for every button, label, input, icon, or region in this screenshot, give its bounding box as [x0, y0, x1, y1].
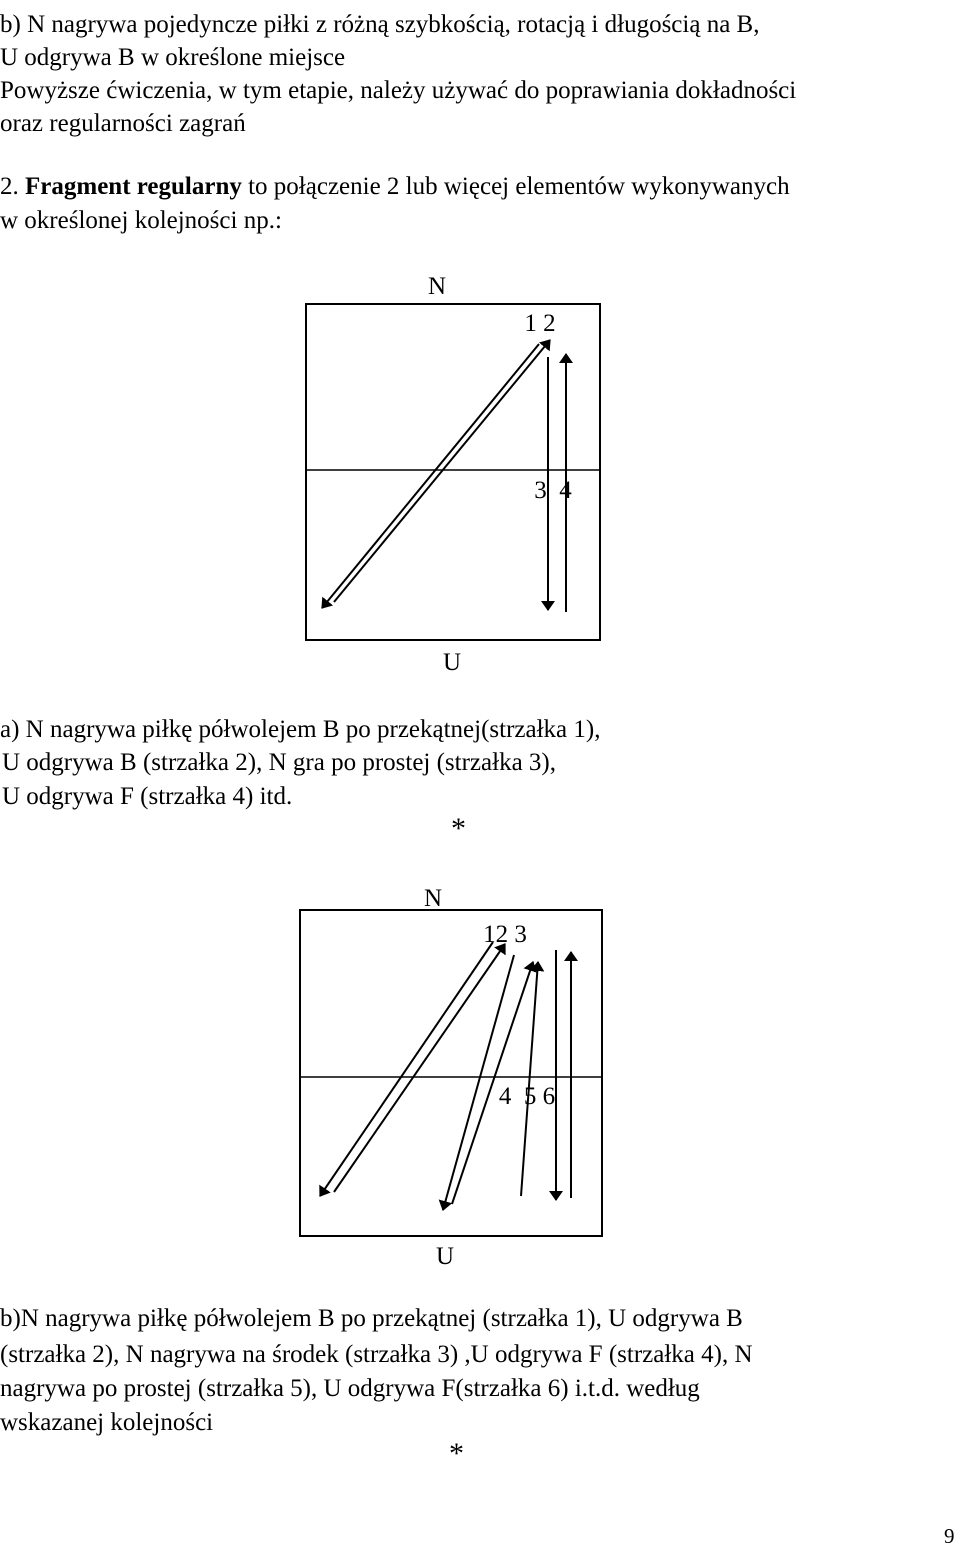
arrow-numbers-mid: 4 5 6 [498, 1083, 556, 1110]
arrow-1 [334, 944, 505, 1192]
arrow-numbers-top: 12 3 [483, 921, 527, 948]
arrow-2 [322, 344, 539, 608]
diagram-1 [306, 273, 600, 676]
caption-b-line: b)N nagrywa piłkę półwolejem B po przekątnej (strzałka 1), U odgrywa B [0, 1305, 743, 1332]
arrow-numbers-top: 1 2 [524, 310, 556, 337]
text-line: oraz regularności zagrań [0, 110, 246, 137]
arrow-1 [334, 340, 550, 602]
label-u: U [442, 649, 462, 676]
section-term: Fragment regularny [25, 173, 242, 200]
caption-b-line: nagrywa po prostej (strzałka 5), U odgrywa F(strzałka 6) i.t.d. według [0, 1375, 700, 1402]
caption-b-line: wskazanej kolejności [0, 1409, 214, 1436]
page-number: 9 [944, 1524, 955, 1548]
caption-a-line: a) N nagrywa piłkę półwolejem B po przekątnej(strzałka 1), [0, 716, 601, 743]
text-line: U odgrywa B w określone miejsce [0, 44, 346, 71]
separator-star: * [451, 812, 466, 845]
court-outline [306, 304, 600, 640]
section-number: 2. [0, 173, 25, 200]
caption-a-line: U odgrywa F (strzałka 4) itd. [2, 783, 293, 810]
text-line: w określonej kolejności np.: [0, 207, 282, 234]
arrow-5 [521, 962, 538, 1196]
text-line: b) N nagrywa pojedyncze piłki z różną szybkością, rotacją i długością na B, [0, 11, 760, 38]
label-n: N [427, 273, 447, 300]
section-definition: to połączenie 2 lub więcej elementów wykonywanych [241, 173, 790, 200]
arrow-numbers-mid: 3 4 [534, 477, 572, 504]
label-u: U [435, 1243, 455, 1270]
caption-b-line: (strzałka 2), N nagrywa na środek (strzałka 3) ,U odgrywa F (strzałka 4), N [0, 1341, 753, 1368]
caption-a-line: U odgrywa B (strzałka 2), N gra po prostej (strzałka 3), [2, 749, 556, 776]
text-line: Powyższe ćwiczenia, w tym etapie, należy używać do poprawiania dokładności [0, 77, 797, 104]
diagram-2 [300, 885, 602, 1270]
separator-star: * [449, 1437, 464, 1470]
label-n: N [423, 885, 443, 912]
